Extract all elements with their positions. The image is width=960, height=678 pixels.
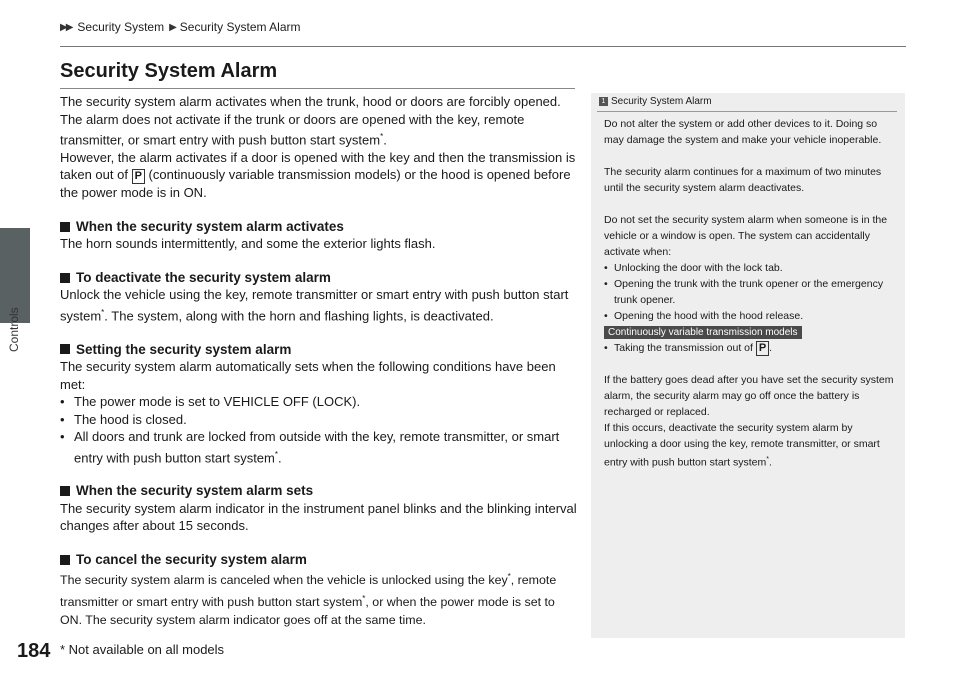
section-heading-alarm-activates: When the security system alarm activates [60, 218, 580, 236]
breadcrumb-arrow-icon: ▶ [169, 21, 175, 33]
footnote: * Not available on all models [60, 642, 225, 657]
page-number: 184 [17, 640, 51, 662]
reference-icon: 1 [599, 97, 608, 106]
list-item: • Taking the transmission out of P . [604, 342, 773, 354]
sidebar-paragraph: Do not alter the system or add other devices to it. Doing so may damage the system and make your vehicle inoperable. [604, 118, 882, 146]
section-text: The horn sounds intermittently, and some the exterior lights flash. [60, 236, 436, 252]
sidebar-divider [597, 111, 897, 112]
square-bullet-icon [60, 222, 70, 232]
side-tab-label: Controls [7, 307, 21, 353]
sidebar-title: 1 Security System Alarm [599, 96, 712, 107]
section-text: The security system alarm is canceled when the vehicle is unlocked using the key*, remote transmitter or smart entry with push button start system*, or when the power mode is set to ON. The security system alarm indicator goes off at the same time. [60, 572, 557, 627]
title-divider [60, 88, 575, 89]
sidebar-paragraph: The security alarm continues for a maximum of two minutes until the security system alarm deactivates. [604, 166, 882, 194]
side-tab [0, 0, 30, 678]
square-bullet-icon [60, 273, 70, 283]
section-text: The security system alarm indicator in the instrument panel blinks and the blinking interval changes after about 15 seconds. [60, 500, 577, 534]
sidebar-paragraph: If the battery goes dead after you have set the security system alarm, the security alarm may go off once the battery is recharged or replaced. [604, 374, 894, 418]
main-content [60, 93, 580, 629]
square-bullet-icon [60, 344, 70, 354]
section-text: Unlock the vehicle using the key, remote transmitter or smart entry with push button start system*. The system, along with the horn and flashing lights, is deactivated. [60, 287, 569, 324]
section-heading-alarm-sets: When the security system alarm sets [60, 482, 580, 500]
square-bullet-icon [60, 555, 70, 565]
list-item: • Opening the trunk with the trunk opener or the emergency trunk opener. [604, 278, 884, 306]
list-item: • The hood is closed. [60, 411, 187, 427]
breadcrumb-item-security-system-alarm[interactable]: Security System Alarm [179, 20, 301, 34]
section-text: The security system alarm automatically sets when the following conditions have been met: [60, 359, 556, 392]
section-heading-deactivate: To deactivate the security system alarm [60, 269, 580, 287]
list-item: • Unlocking the door with the lock tab. [604, 262, 783, 274]
page-title: Security System Alarm [60, 60, 278, 82]
section-heading-setting: Setting the security system alarm [60, 341, 580, 359]
sidebar-paragraph: Do not set the security system alarm when someone is in the vehicle or a window is open. The system can accidentally activate when: [604, 214, 888, 258]
park-symbol: P [756, 341, 769, 356]
notes-sidebar [591, 93, 905, 638]
intro-paragraph-2: However, the alarm activates if a door is opened with the key and then the transmission is taken out of P (continuously variable transmission models) or the hood is opened before the power mode is in ON. [60, 149, 576, 201]
square-bullet-icon [60, 486, 70, 496]
breadcrumb-arrow-icon: ▶▶ [60, 21, 72, 33]
sidebar-paragraph: If this occurs, deactivate the security system alarm by unlocking a door using the key, remote transmitter, or smart entry with push button start system*. [604, 422, 880, 469]
list-item: • All doors and trunk are locked from outside with the key, remote transmitter, or smart entry with push button start system*. [60, 429, 560, 465]
section-heading-cancel: To cancel the security system alarm [60, 551, 580, 569]
park-symbol: P [132, 169, 145, 184]
breadcrumb [60, 20, 301, 34]
intro-paragraph: The security system alarm activates when the trunk, hood or doors are forcibly opened. The alarm does not activate if the trunk or doors are opened with the key, remote transmitter, or smart entry with push button start system*. [60, 94, 561, 148]
breadcrumb-item-security-system[interactable]: Security System [77, 20, 165, 34]
list-item: • The power mode is set to VEHICLE OFF (LOCK). [60, 394, 361, 410]
cvt-models-tag: Continuously variable transmission models [604, 326, 802, 339]
header-divider [60, 46, 906, 47]
list-item: • Opening the hood with the hood release. [604, 310, 804, 322]
